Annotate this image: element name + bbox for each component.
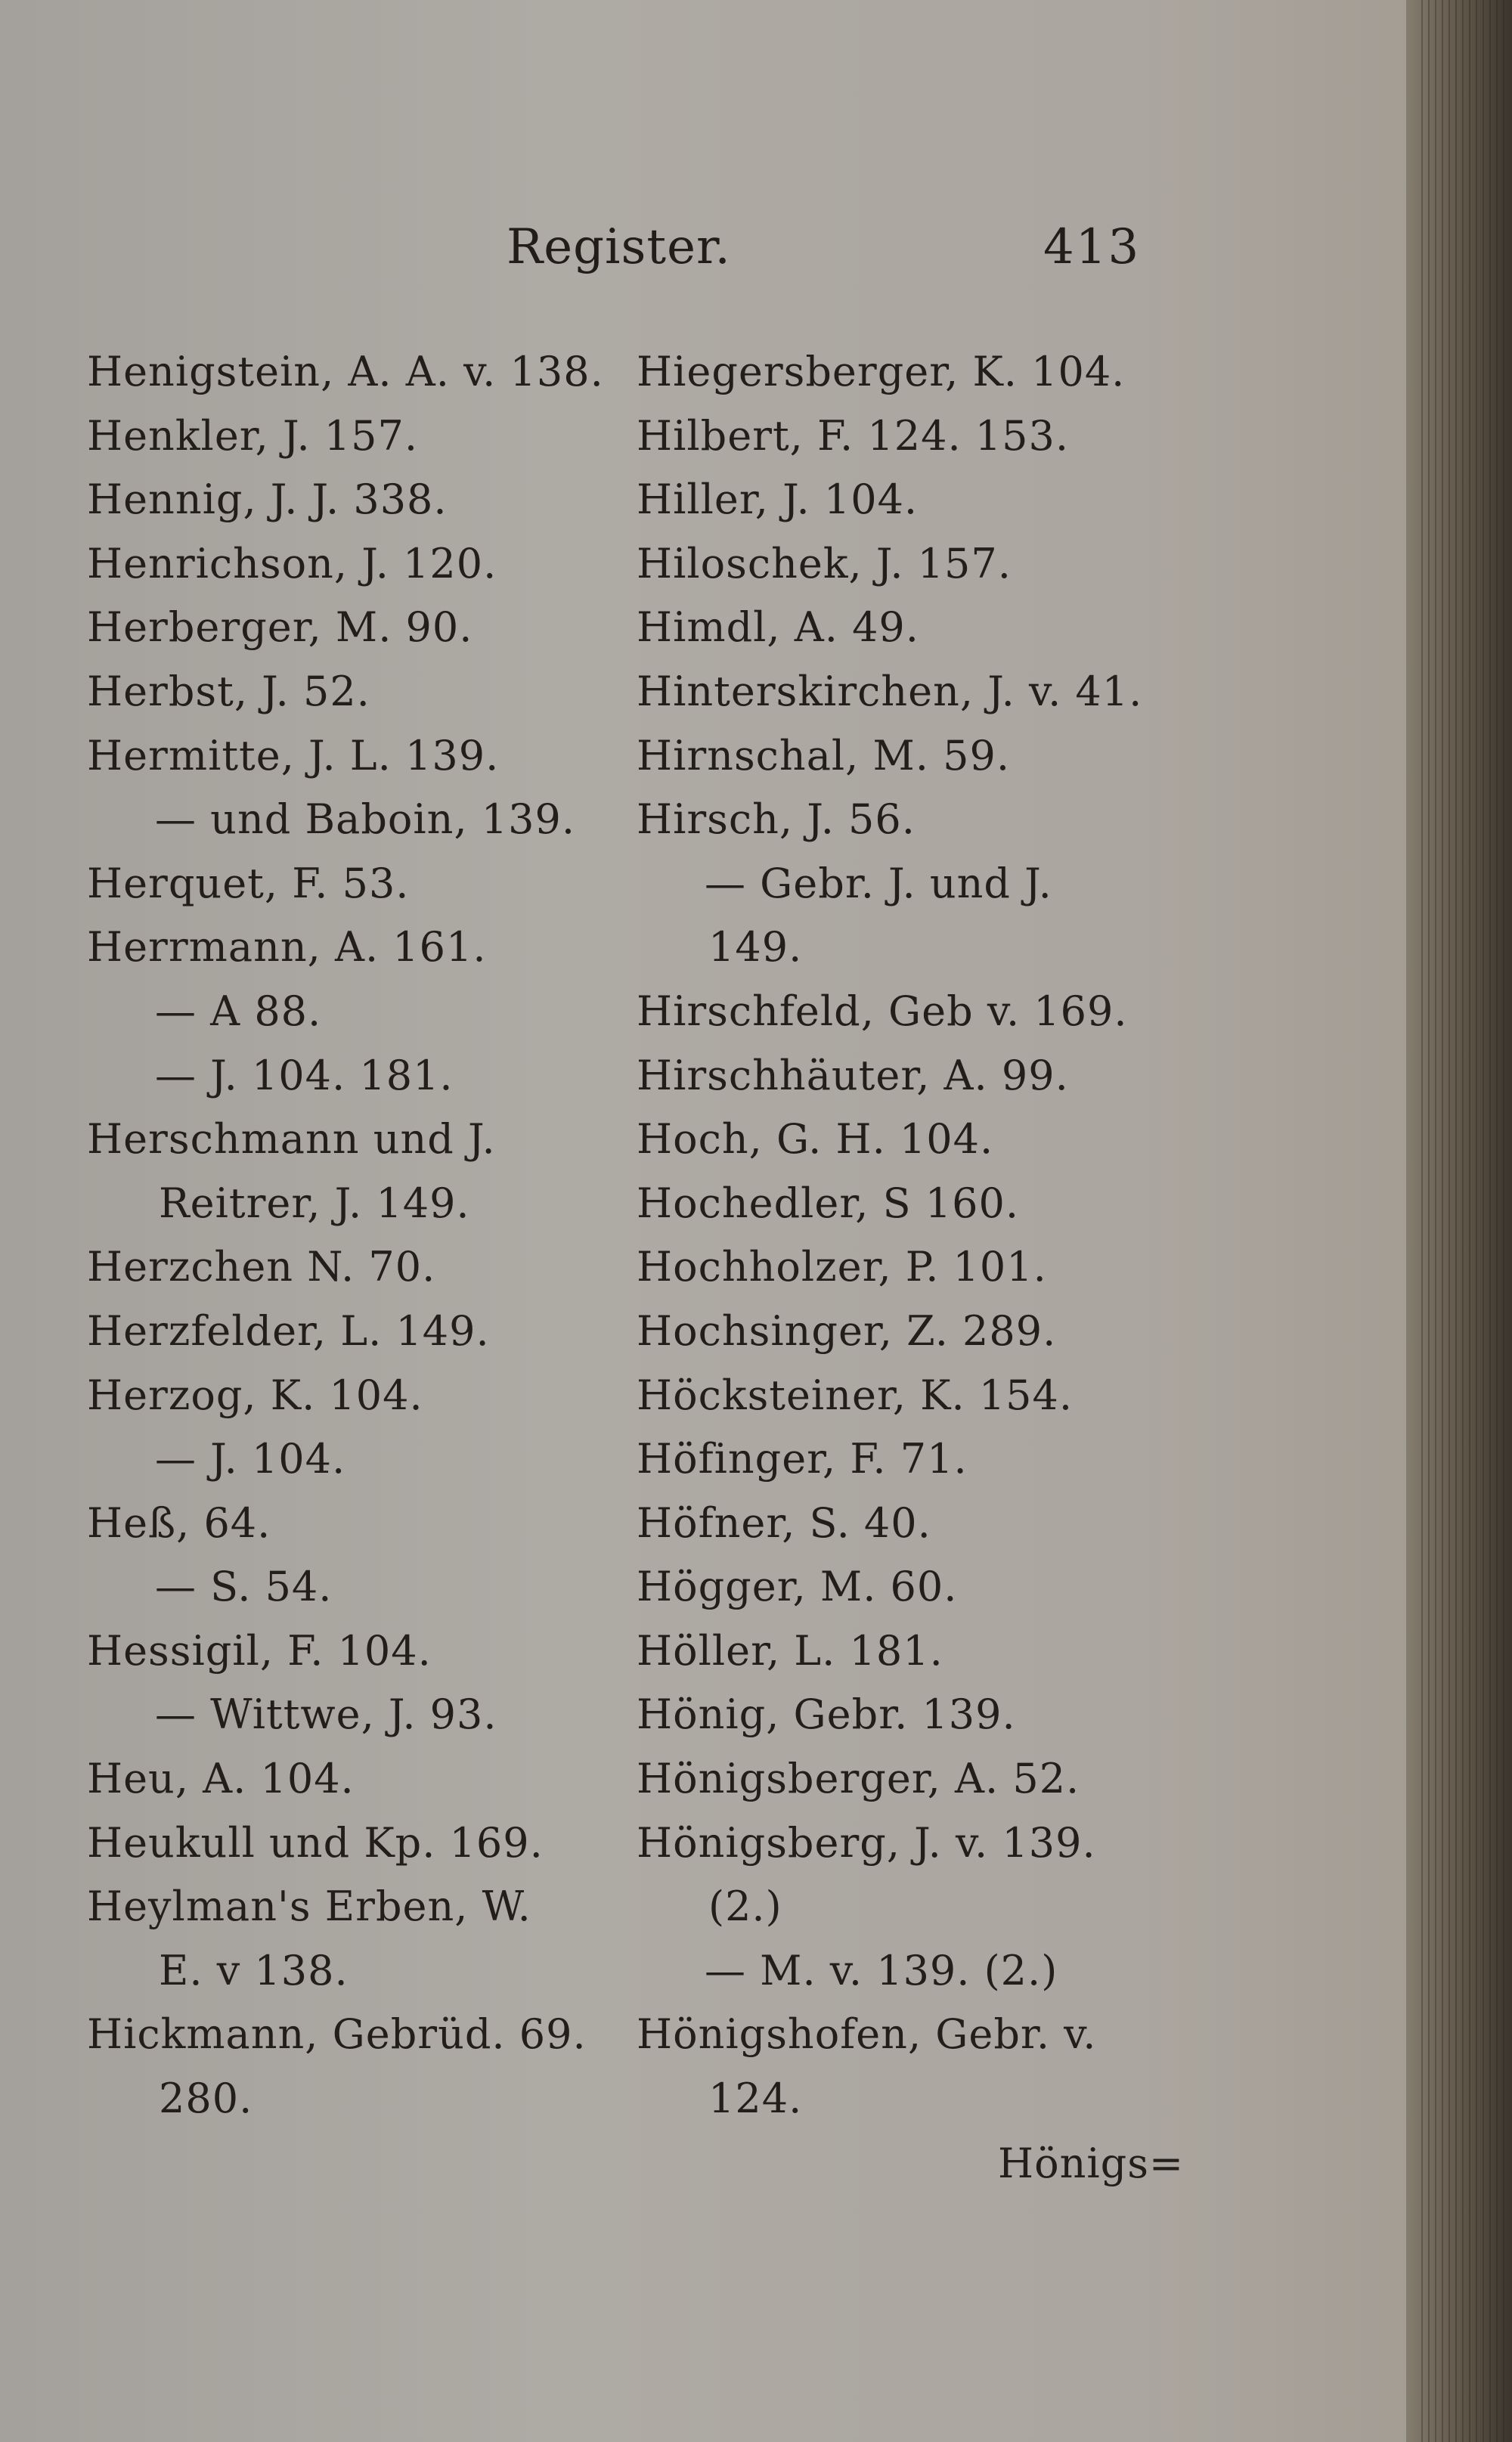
register-entry: Hessigil, F. 104. xyxy=(87,1626,432,1675)
register-entry: Hirnschal, M. 59. xyxy=(637,731,1010,779)
register-entry: Heß, 64. xyxy=(87,1498,271,1547)
register-entry: Höcksteiner, K. 154. xyxy=(637,1371,1074,1419)
register-entry: Henigstein, A. A. v. 138. xyxy=(87,348,604,395)
register-entry: Hönigsberger, A. 52. xyxy=(637,1755,1080,1803)
register-entry: Heukull und Kp. 169. xyxy=(87,1818,544,1867)
register-entry: Herzfelder, L. 149. xyxy=(87,1306,490,1355)
register-entry: 124. xyxy=(708,2075,803,2123)
register-entry: E. v 138. xyxy=(159,1946,349,1994)
register-entry: Herzchen N. 70. xyxy=(87,1243,436,1291)
register-entry: Herberger, M. 90. xyxy=(87,603,473,652)
register-entry: Hiegersberger, K. 104. xyxy=(637,348,1126,395)
register-entry: Hilbert, F. 124. 153. xyxy=(637,411,1070,460)
register-entry: Hermitte, J. L. 139. xyxy=(87,731,500,779)
register-entry: — A 88. xyxy=(155,987,322,1035)
register-entry: Hirsch, J. 56. xyxy=(637,795,916,844)
register-entry: Hirschfeld, Geb v. 169. xyxy=(637,987,1128,1035)
register-entry: Hochedler, S 160. xyxy=(637,1179,1019,1227)
running-head xyxy=(0,219,1179,287)
register-entry: — J. 104. xyxy=(155,1435,346,1483)
register-entry: Herrmann, A. 161. xyxy=(87,923,487,972)
register-entry: Högger, M. 60. xyxy=(637,1563,958,1611)
register-entry: 280. xyxy=(159,2075,253,2123)
register-entry: Henrichson, J. 120. xyxy=(87,539,497,587)
register-entry: — M. v. 139. (2.) xyxy=(705,1946,1058,1994)
right-column xyxy=(637,340,1181,2131)
page-edge-lines xyxy=(1421,0,1504,2442)
register-entry: Herzog, K. 104. xyxy=(87,1371,423,1419)
page-number: 413 xyxy=(1043,219,1141,275)
register-entry: Herbst, J. 52. xyxy=(87,667,370,715)
register-entry: Herschmann und J. xyxy=(87,1115,496,1164)
register-entry: Hönigsberg, J. v. 139. xyxy=(637,1818,1096,1867)
register-entry: — Wittwe, J. 93. xyxy=(155,1690,497,1739)
page-title: Register. xyxy=(507,219,731,275)
register-entry: (2.) xyxy=(708,1883,782,1931)
register-entry: Herquet, F. 53. xyxy=(87,859,410,907)
register-entry: Hennig, J. J. 338. xyxy=(87,476,448,524)
left-column xyxy=(87,340,631,2131)
register-entry: Hiloschek, J. 157. xyxy=(637,539,1012,587)
register-entry: Hönig, Gebr. 139. xyxy=(637,1690,1016,1739)
register-entry: — Gebr. J. und J. xyxy=(705,859,1052,907)
register-entry: Hoch, G. H. 104. xyxy=(637,1115,994,1164)
register-entry: Hirschhäuter, A. 99. xyxy=(637,1051,1069,1099)
register-entry: 149. xyxy=(708,923,803,972)
register-entry: Hochholzer, P. 101. xyxy=(637,1243,1047,1291)
register-entry: Höfinger, F. 71. xyxy=(637,1435,968,1483)
register-entry: Heylman's Erben, W. xyxy=(87,1883,531,1931)
register-entry: — und Baboin, 139. xyxy=(155,795,576,844)
register-entry: Heu, A. 104. xyxy=(87,1755,355,1803)
register-entry: Hickmann, Gebrüd. 69. xyxy=(87,2010,587,2059)
catchword: Hönigs= xyxy=(998,2140,1185,2187)
register-entry: — S. 54. xyxy=(155,1563,333,1611)
register-entry: Henkler, J. 157. xyxy=(87,411,419,460)
register-entry: Höller, L. 181. xyxy=(637,1626,943,1675)
register-entry: Hochsinger, Z. 289. xyxy=(637,1306,1057,1355)
register-entry: Hönigshofen, Gebr. v. xyxy=(637,2010,1097,2059)
register-entry: Hinterskirchen, J. v. 41. xyxy=(637,667,1143,715)
register-entry: Reitrer, J. 149. xyxy=(159,1179,470,1227)
register-entry: Himdl, A. 49. xyxy=(637,603,919,652)
register-entry: Höfner, S. 40. xyxy=(637,1498,931,1547)
register-entry: — J. 104. 181. xyxy=(155,1051,454,1099)
register-entry: Hiller, J. 104. xyxy=(637,476,919,524)
